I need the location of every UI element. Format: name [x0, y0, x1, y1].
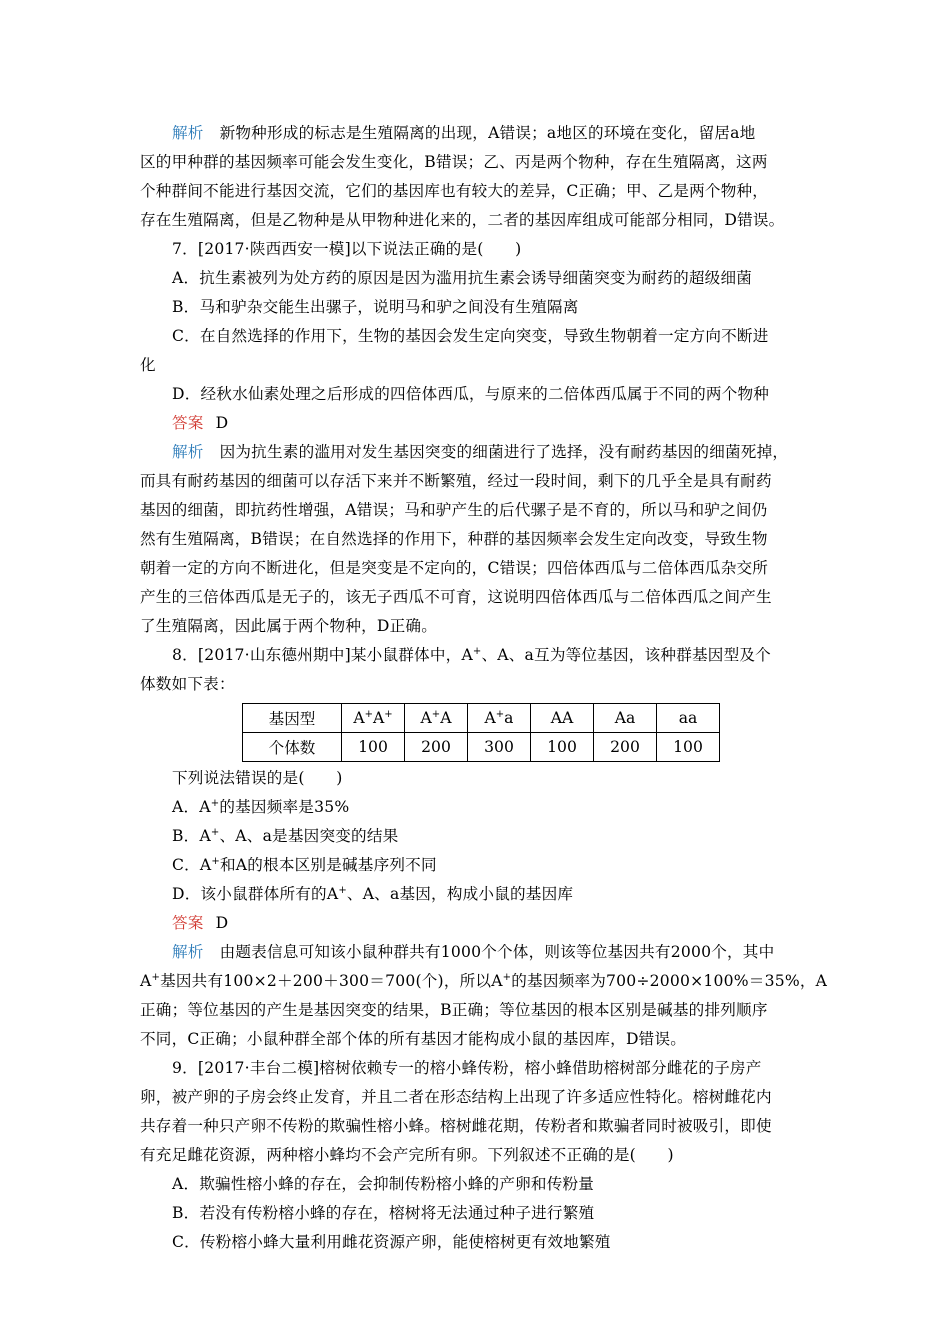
- table-cell: 100: [531, 733, 594, 762]
- question-8-stem-line-1: 8．[2017·山东德州期中]某小鼠群体中，A+、A、a互为等位基因，该种群基因型及个: [172, 645, 771, 664]
- analysis-8-line-2: A+基因共有100×2＋200＋300＝700(个)，所以A+的基因频率为700÷2000×100%＝35%，A: [140, 971, 828, 990]
- table-cell: 300: [468, 733, 531, 762]
- question-9-option-a: A．欺骗性榕小蜂的存在，会抑制传粉榕小蜂的产卵和传粉量: [172, 1175, 595, 1193]
- table-header-cell: A+A+: [342, 704, 405, 733]
- table-row: [243, 704, 720, 733]
- table-header-cell: A+A: [405, 704, 468, 733]
- question-9-option-b: B．若没有传粉榕小蜂的存在，榕树将无法通过种子进行繁殖: [172, 1204, 595, 1222]
- table-cell: 100: [657, 733, 720, 762]
- analysis-6-line-3: 个种群间不能进行基因交流，它们的基因库也有较大的差异，C正确；甲、乙是两个物种，: [140, 182, 769, 200]
- analysis-8-line-3: 正确；等位基因的产生是基因突变的结果，B正确；等位基因的根本区别是碱基的排列顺序: [140, 1001, 768, 1019]
- table-header-cell: aa: [657, 704, 720, 733]
- answer-7: 答案 D: [172, 414, 229, 432]
- question-7-option-c-line-2: 化: [140, 356, 156, 374]
- question-8-option-a: A．A+的基因频率是35%: [172, 797, 350, 816]
- question-7-option-b: B．马和驴杂交能生出骡子，说明马和驴之间没有生殖隔离: [172, 298, 579, 316]
- question-7-option-d: D．经秋水仙素处理之后形成的四倍体西瓜，与原来的二倍体西瓜属于不同的两个物种: [172, 385, 770, 403]
- table-row: [243, 733, 720, 762]
- analysis-label: 解析: [172, 943, 204, 961]
- answer-label: 答案: [172, 414, 204, 432]
- question-9-option-c: C．传粉榕小蜂大量利用雌花资源产卵，能使榕树更有效地繁殖: [172, 1233, 611, 1251]
- question-8-stem-line-2: 体数如下表：: [140, 675, 235, 693]
- table-cell: 200: [405, 733, 468, 762]
- table-header-cell: 基因型: [243, 704, 342, 733]
- question-7-stem: 7．[2017·陕西西安一模]以下说法正确的是( ): [172, 240, 522, 258]
- analysis-6-line-4: 存在生殖隔离，但是乙物种是从甲物种进化来的，二者的基因库组成可能部分相同，D错误。: [140, 211, 785, 229]
- question-7-option-c-line-1: C．在自然选择的作用下，生物的基因会发生定向突变，导致生物朝着一定方向不断进: [172, 327, 769, 345]
- genotype-table: [242, 703, 720, 762]
- question-9-stem-line-2: 卵，被产卵的子房会终止发育，并且二者在形态结构上出现了许多适应性特化。榕树雌花内: [140, 1088, 772, 1106]
- answer-label: 答案: [172, 914, 204, 932]
- table-header-cell: Aa: [594, 704, 657, 733]
- answer-8: 答案 D: [172, 914, 229, 932]
- document-page: [140, 119, 828, 1257]
- analysis-label: 解析: [172, 443, 204, 461]
- question-8-option-c: C．A+和A的根本区别是碱基序列不同: [172, 855, 437, 874]
- table-cell: 200: [594, 733, 657, 762]
- analysis-6-line-1: 解析 新物种形成的标志是生殖隔离的出现，A错误；a地区的环境在变化，留居a地: [172, 124, 756, 142]
- analysis-8-line-4: 不同，C正确；小鼠种群全部个体的所有基因才能构成小鼠的基因库，D错误。: [140, 1030, 687, 1048]
- question-8-option-d: D．该小鼠群体所有的A+、A、a基因，构成小鼠的基因库: [172, 884, 574, 903]
- analysis-7-line-2: 而具有耐药基因的细菌可以存活下来并不断繁殖，经过一段时间，剩下的几乎全是具有耐药: [140, 472, 772, 490]
- question-9-stem-line-4: 有充足雌花资源，两种榕小蜂均不会产完所有卵。下列叙述不正确的是( ): [140, 1146, 674, 1164]
- question-9-stem-line-3: 共存着一种只产卵不传粉的欺骗性榕小蜂。榕树雌花期，传粉者和欺骗者同时被吸引，即使: [140, 1117, 772, 1135]
- analysis-8-line-1: 解析 由题表信息可知该小鼠种群共有1000个个体，则该等位基因共有2000个，其中: [172, 943, 775, 961]
- analysis-7-line-3: 基因的细菌，即抗药性增强，A错误；马和驴产生的后代骡子是不育的，所以马和驴之间仍: [140, 501, 768, 519]
- analysis-7-line-1: 解析 因为抗生素的滥用对发生基因突变的细菌进行了选择，没有耐药基因的细菌死掉，: [172, 443, 789, 461]
- analysis-7-line-5: 朝着一定的方向不断进化，但是突变是不定向的，C错误；四倍体西瓜与二倍体西瓜杂交所: [140, 559, 769, 577]
- question-8-prompt: 下列说法错误的是( ): [172, 769, 343, 787]
- analysis-7-line-7: 了生殖隔离，因此属于两个物种，D正确。: [140, 617, 437, 635]
- analysis-7-line-4: 然有生殖隔离，B错误；在自然选择的作用下，种群的基因频率会发生定向改变，导致生物: [140, 530, 768, 548]
- question-9-stem-line-1: 9．[2017·丰台二模]榕树依赖专一的榕小蜂传粉，榕小蜂借助榕树部分雌花的子房产: [172, 1059, 762, 1077]
- table-cell: 100: [342, 733, 405, 762]
- table-header-cell: AA: [531, 704, 594, 733]
- table-cell: 个体数: [243, 733, 342, 762]
- analysis-label: 解析: [172, 124, 204, 142]
- analysis-7-line-6: 产生的三倍体西瓜是无子的，该无子西瓜不可育，这说明四倍体西瓜与二倍体西瓜之间产生: [140, 588, 772, 606]
- table-header-cell: A+a: [468, 704, 531, 733]
- question-7-option-a: A．抗生素被列为处方药的原因是因为滥用抗生素会诱导细菌突变为耐药的超级细菌: [172, 269, 753, 287]
- analysis-6-line-2: 区的甲种群的基因频率可能会发生变化，B错误；乙、丙是两个物种，存在生殖隔离，这两: [140, 153, 768, 171]
- question-8-option-b: B．A+、A、a是基因突变的结果: [172, 826, 399, 845]
